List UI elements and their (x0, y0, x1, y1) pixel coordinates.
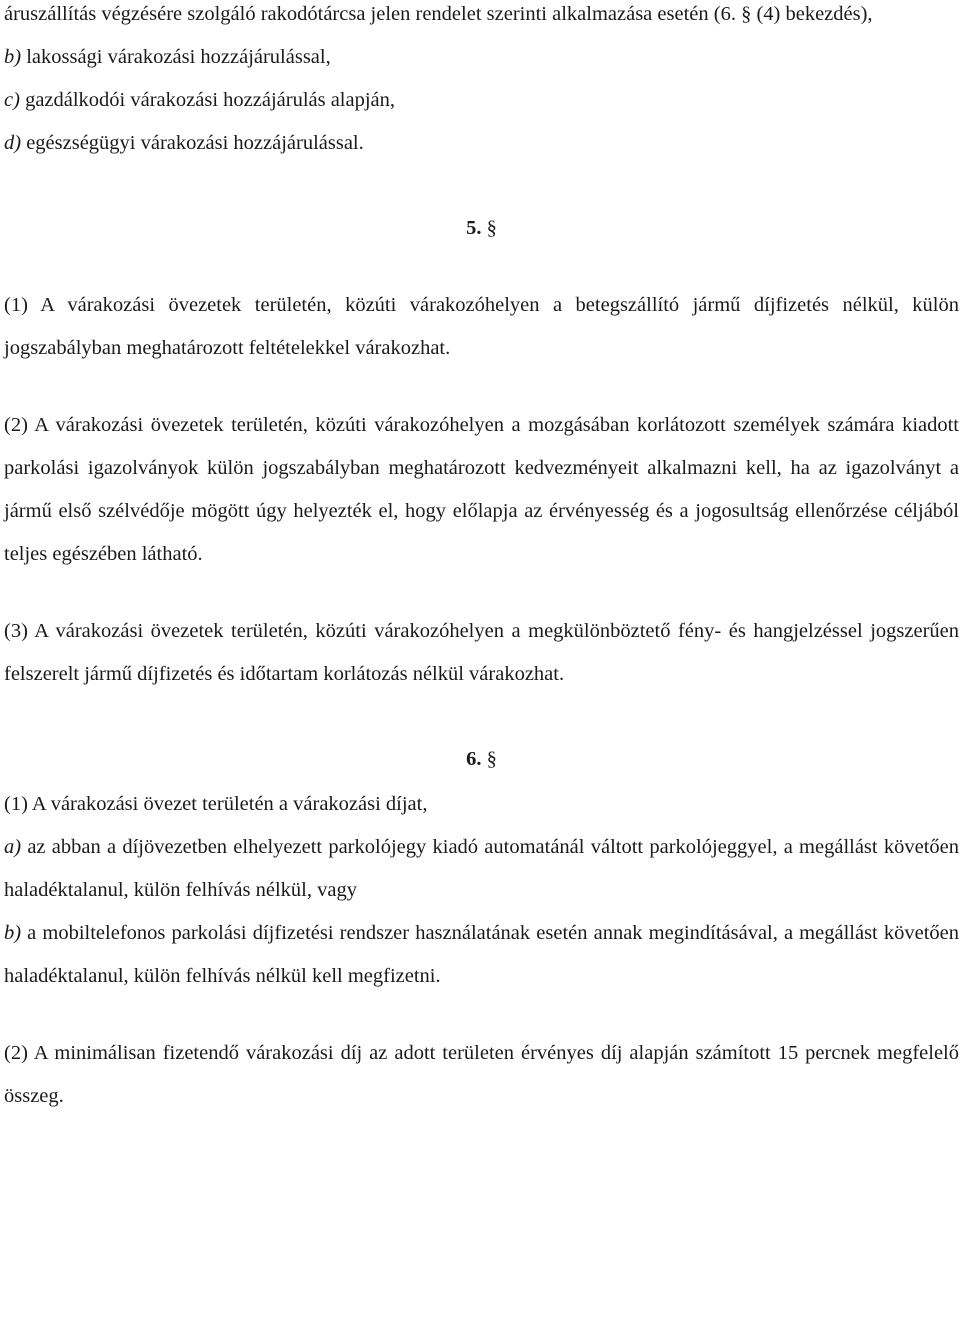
section-sign: § (486, 748, 497, 770)
list-item-d (4, 122, 959, 165)
list-letter: c) (4, 89, 20, 111)
list-text: az abban a díjövezetben elhelyezett parkolójegy kiadó automatánál váltott parkolójeggyel, a megállást követően haladéktalanul, külön felhívás nélkül, vagy (4, 836, 959, 901)
intro-paragraph (4, 0, 959, 36)
section-5-heading (4, 207, 959, 250)
list-item-c (4, 79, 959, 122)
section-sign: § (486, 217, 497, 239)
section-5-paragraph-2: (2) A várakozási övezetek területén, közúti várakozóhelyen a mozgásában korlátozott személyek számára kiadott parkolási igazolványok külön jogszabályban meghatározott kedvezményeit alkalmazni kell, ha az igazolványt a jármű első szélvédője mögött úgy helyezték el, hogy előlapja az érvényesség és a jogosultság ellenőrzése céljából teljes egészében látható. (4, 414, 959, 565)
document-page (4, 0, 959, 1118)
intro-text: áruszállítás végzésére szolgáló rakodótárcsa jelen rendelet szerinti alkalmazása esetén (6. § (4) bekezdés), (4, 3, 873, 25)
list-item-b (4, 36, 959, 79)
section-5-paragraph-3: (3) A várakozási övezetek területén, közúti várakozóhelyen a megkülönböztető fény- és hangjelzéssel jogszerűen felszerelt jármű díjfizetés és időtartam korlátozás nélkül várakozhat. (4, 620, 959, 685)
list-letter: b) (4, 46, 22, 68)
list-text: gazdálkodói várakozási hozzájárulás alapján, (19, 89, 396, 111)
list-text: egészségügyi várakozási hozzájárulással. (21, 132, 364, 154)
section-number: 5. (466, 217, 482, 239)
section-5-paragraph-1: (1) A várakozási övezetek területén, közúti várakozóhelyen a betegszállító jármű díjfizetés nélkül, külön jogszabályban meghatározott feltételekkel várakozhat. (4, 294, 959, 359)
section-6-paragraph-2: (2) A minimálisan fizetendő várakozási díj az adott területen érvényes díj alapján számított 15 percnek megfelelő összeg. (4, 1042, 959, 1107)
list-letter: a) (4, 836, 22, 858)
list-letter: d) (4, 132, 22, 154)
section-6-paragraph-1-intro: (1) A várakozási övezet területén a várakozási díjat, (4, 793, 428, 815)
section-number: 6. (466, 748, 482, 770)
section-6-list-item-a (4, 826, 959, 912)
section-6-heading (4, 738, 959, 781)
list-letter: b) (4, 922, 22, 944)
section-6-list-item-b (4, 912, 959, 998)
list-text: lakossági várakozási hozzájárulással, (21, 46, 331, 68)
list-text: a mobiltelefonos parkolási díjfizetési rendszer használatának esetén annak megindításával, a megállást követően haladéktalanul, külön felhívás nélkül kell megfizetni. (4, 922, 959, 987)
